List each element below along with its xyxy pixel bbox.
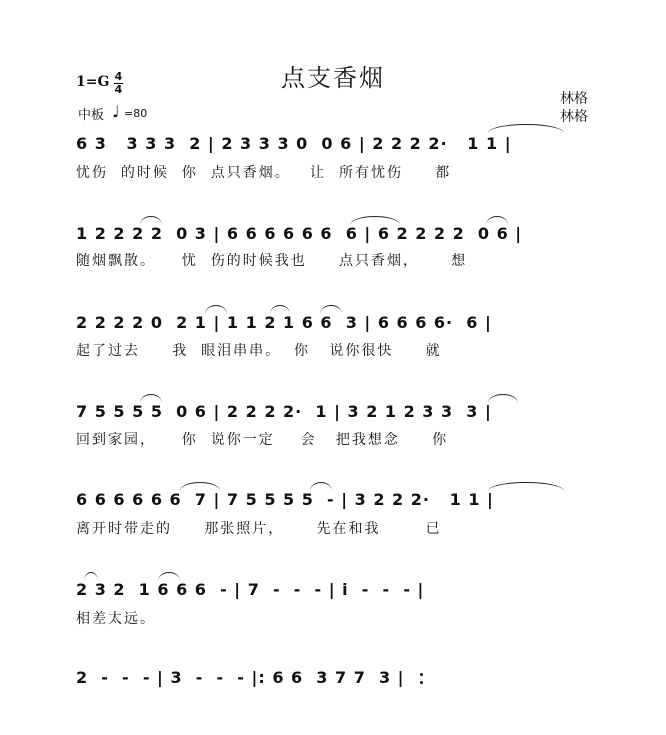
tie-mark xyxy=(320,305,342,314)
lyrics-line-6: 相差太远。 xyxy=(76,611,156,627)
lyrics-line-1: 忧伤 的时候 你 点只香烟。 让 所有忧伤 都 xyxy=(76,165,452,181)
notation-line-3: 2 2 2 2 0 2 1 | 1 1 2 1 6 6 3 | 6 6 6 6· 6 | xyxy=(76,313,492,332)
tie-mark xyxy=(350,216,400,225)
tie-mark xyxy=(158,572,180,581)
lyrics-line-5: 离开时带走的 那张照片， 先在和我 已 xyxy=(76,521,442,537)
tie-mark xyxy=(270,305,290,314)
lyrics-line-3: 起了过去 我 眼泪串串。 你 说你很快 就 xyxy=(76,343,442,359)
key-signature: 1=G xyxy=(76,74,110,90)
tie-mark xyxy=(488,482,564,491)
tempo-marking: 中板 xyxy=(78,108,105,123)
notation-line-2: 1 2 2 2 2 0 3 | 6 6 6 6 6 6 6 | 6 2 2 2 2 0 6 | xyxy=(76,224,523,243)
tie-mark xyxy=(180,482,220,491)
time-signature xyxy=(114,72,123,95)
tie-mark xyxy=(310,482,332,491)
notation-line-5: 6 6 6 6 6 6 7 | 7 5 5 5 5 - | 3 2 2 2· 1 1 | xyxy=(76,490,494,509)
notation-line-7: 2 - - - | 3 - - - |: 6 6 3 7 7 3 | xyxy=(76,668,405,687)
quarter-note-icon: ♩ xyxy=(112,102,120,121)
repeat-dot xyxy=(420,673,423,676)
notation-line-4: 7 5 5 5 5 0 6 | 2 2 2 2· 1 | 3 2 1 2 3 3 3 | xyxy=(76,402,492,421)
tie-mark xyxy=(140,394,162,403)
notation-line-1: 6 3 3 3 3 2 | 2 3 3 3 0 0 6 | 2 2 2 2· 1 1 | xyxy=(76,134,512,153)
lyrics-line-4: 回到家园， 你 说你一定 会 把我想念 你 xyxy=(76,432,449,448)
repeat-dot xyxy=(420,681,423,684)
notation-line-6: 2 3 2 1 6 6 6 - | 7 - - - | i - - - | xyxy=(76,580,425,599)
tie-mark xyxy=(488,124,564,133)
tie-mark xyxy=(84,572,98,581)
tie-mark xyxy=(140,216,162,225)
time-signature-bottom: 4 xyxy=(114,83,123,96)
song-title: 点支香烟 xyxy=(281,64,385,92)
tie-mark xyxy=(486,216,508,225)
tie-mark xyxy=(205,305,227,314)
time-signature-top: 4 xyxy=(114,70,123,83)
tie-mark xyxy=(488,394,518,403)
tempo-bpm: =80 xyxy=(124,107,148,120)
lyricist: 林格 xyxy=(560,91,588,107)
lyrics-line-2: 随烟飘散。 忧 伤的时候我也 点只香烟， 想 xyxy=(76,253,468,269)
composer: 林格 xyxy=(560,109,588,125)
